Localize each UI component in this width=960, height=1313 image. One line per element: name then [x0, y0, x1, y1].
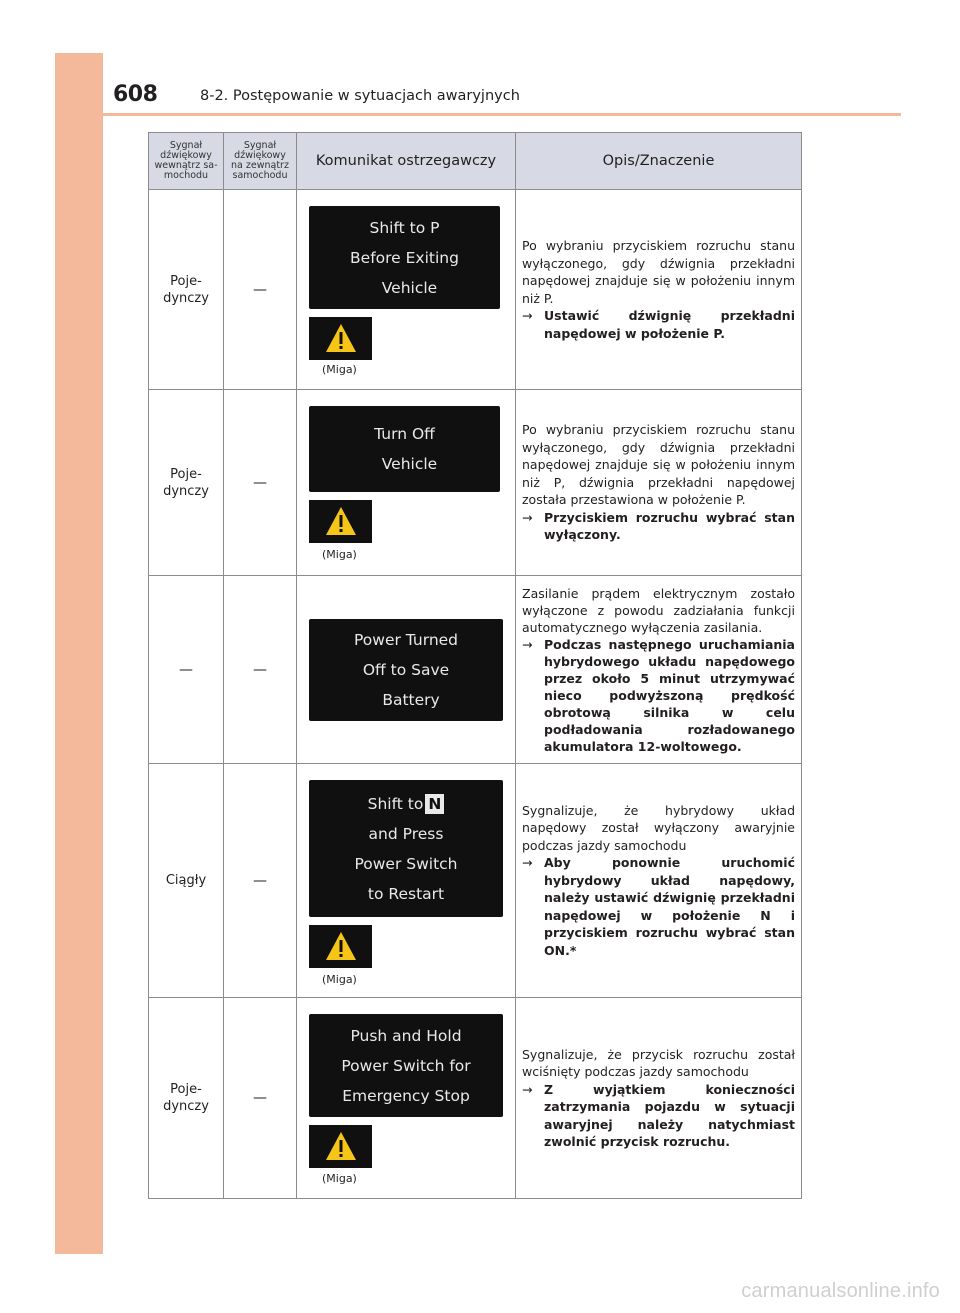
blinks-note: (Miga): [322, 1172, 357, 1185]
col-header-message: Komunikat ostrzegawczy: [297, 133, 516, 190]
col-header-inside: Sygnał dźwiękowy wewnątrz sa- mochodu: [149, 133, 224, 190]
warning-message-cell: [297, 998, 516, 1199]
warning-message-cell: [297, 190, 516, 390]
description-cell: [516, 390, 802, 576]
inside-signal-cell: —: [149, 576, 224, 764]
outside-signal-cell: —: [224, 390, 297, 576]
action-item: → Przyciskiem rozruchu wybrać stan wyłączony.: [522, 509, 795, 543]
arrow-icon: →: [522, 636, 533, 652]
warning-light: [309, 1125, 372, 1168]
col-header-description: Opis/Znaczenie: [516, 133, 802, 190]
table-row: [149, 576, 802, 764]
description-text: Sygnalizuje, że hybrydowy układ napędowy został wyłączony awaryjnie podczas jazdy samochodu: [522, 802, 795, 853]
blinks-note: (Miga): [322, 363, 357, 376]
action-item: → Podczas następnego uruchamiania hybrydowego układu napędowego przez około 5 minut utrzymywać nieco podwyższoną prędkość obrotową silnika w celu podładowania rozładowanego akumulatora 12-woltowego.: [522, 636, 795, 754]
description-cell: [516, 190, 802, 390]
display-screen: Push and Hold Power Switch for Emergency Stop: [309, 1014, 503, 1117]
description-cell: [516, 576, 802, 764]
warning-light: [309, 925, 372, 968]
display-screen: Shift to P Before Exiting Vehicle: [309, 206, 500, 309]
table-row: [149, 390, 802, 576]
description-text: Po wybraniu przyciskiem rozruchu stanu wyłączonego, gdy dźwignia przekładni napędowej znajduje się w położeniu innym niż P, dźwignia przekładni napędowej została przestawiona w położenie P.: [522, 422, 795, 508]
description-text: Zasilanie prądem elektrycznym zostało wyłączone z powodu zadziałania funkcji automatycznego wyłączenia zasilania.: [522, 585, 795, 635]
table-header-row: [149, 133, 802, 190]
table-row: [149, 764, 802, 998]
warning-message-table: [148, 132, 802, 1199]
display-screen: Power Turned Off to Save Battery: [309, 619, 503, 721]
warning-light: [309, 317, 372, 360]
page-number: 608: [113, 82, 158, 107]
warning-message-cell: [297, 576, 516, 764]
display-screen: Turn Off Vehicle: [309, 406, 500, 492]
watermark: carmanualsonline.info: [741, 1280, 940, 1302]
chapter-tab: [55, 53, 103, 1254]
section-title: 8-2. Postępowanie w sytuacjach awaryjnych: [200, 88, 520, 104]
arrow-icon: →: [522, 308, 533, 323]
warning-message-cell: [297, 764, 516, 998]
header-rule: [103, 113, 901, 116]
action-item: → Ustawić dźwignię przekładni napędowej w położenie P.: [522, 308, 795, 341]
table-row: [149, 998, 802, 1199]
table-row: [149, 190, 802, 390]
description-text: Sygnalizuje, że przycisk rozruchu został wciśnięty podczas jazdy samochodu: [522, 1046, 795, 1079]
outside-signal-cell: —: [224, 764, 297, 998]
arrow-icon: →: [522, 509, 533, 525]
blinks-note: (Miga): [322, 548, 357, 561]
inside-signal-cell: Poje- dynczy: [149, 998, 224, 1199]
description-cell: [516, 764, 802, 998]
warning-message-cell: [297, 390, 516, 576]
blinks-note: (Miga): [322, 973, 357, 986]
outside-signal-cell: —: [224, 576, 297, 764]
description-text: Po wybraniu przyciskiem rozruchu stanu wyłączonego, gdy dźwignia przekładni napędowej znajduje się w położeniu innym niż P.: [522, 238, 795, 306]
outside-signal-cell: —: [224, 998, 297, 1199]
display-screen: Shift to N and Press Power Switch to Restart: [309, 780, 503, 917]
arrow-icon: →: [522, 1081, 533, 1097]
gear-n-indicator: N: [425, 794, 444, 814]
arrow-icon: →: [522, 855, 533, 871]
col-header-outside: Sygnał dźwiękowy na zewnątrz samochodu: [224, 133, 297, 190]
warning-triangle-icon: [325, 323, 357, 353]
description-cell: [516, 998, 802, 1199]
inside-signal-cell: Poje- dynczy: [149, 190, 224, 390]
warning-triangle-icon: [325, 931, 357, 961]
warning-triangle-icon: [325, 506, 357, 536]
action-item: → Z wyjątkiem konieczności zatrzymania pojazdu w sytuacji awaryjnej należy natychmiast zwolnić przycisk rozruchu.: [522, 1081, 795, 1149]
inside-signal-cell: Poje- dynczy: [149, 390, 224, 576]
warning-triangle-icon: [325, 1131, 357, 1161]
action-item: → Aby ponownie uruchomić hybrydowy układ napędowy, należy ustawić dźwignię przekładni napędowej w położenie N i przyciskiem rozruchu wybrać stan ON.*: [522, 855, 795, 958]
outside-signal-cell: —: [224, 190, 297, 390]
inside-signal-cell: Ciągły: [149, 764, 224, 998]
warning-light: [309, 500, 372, 543]
